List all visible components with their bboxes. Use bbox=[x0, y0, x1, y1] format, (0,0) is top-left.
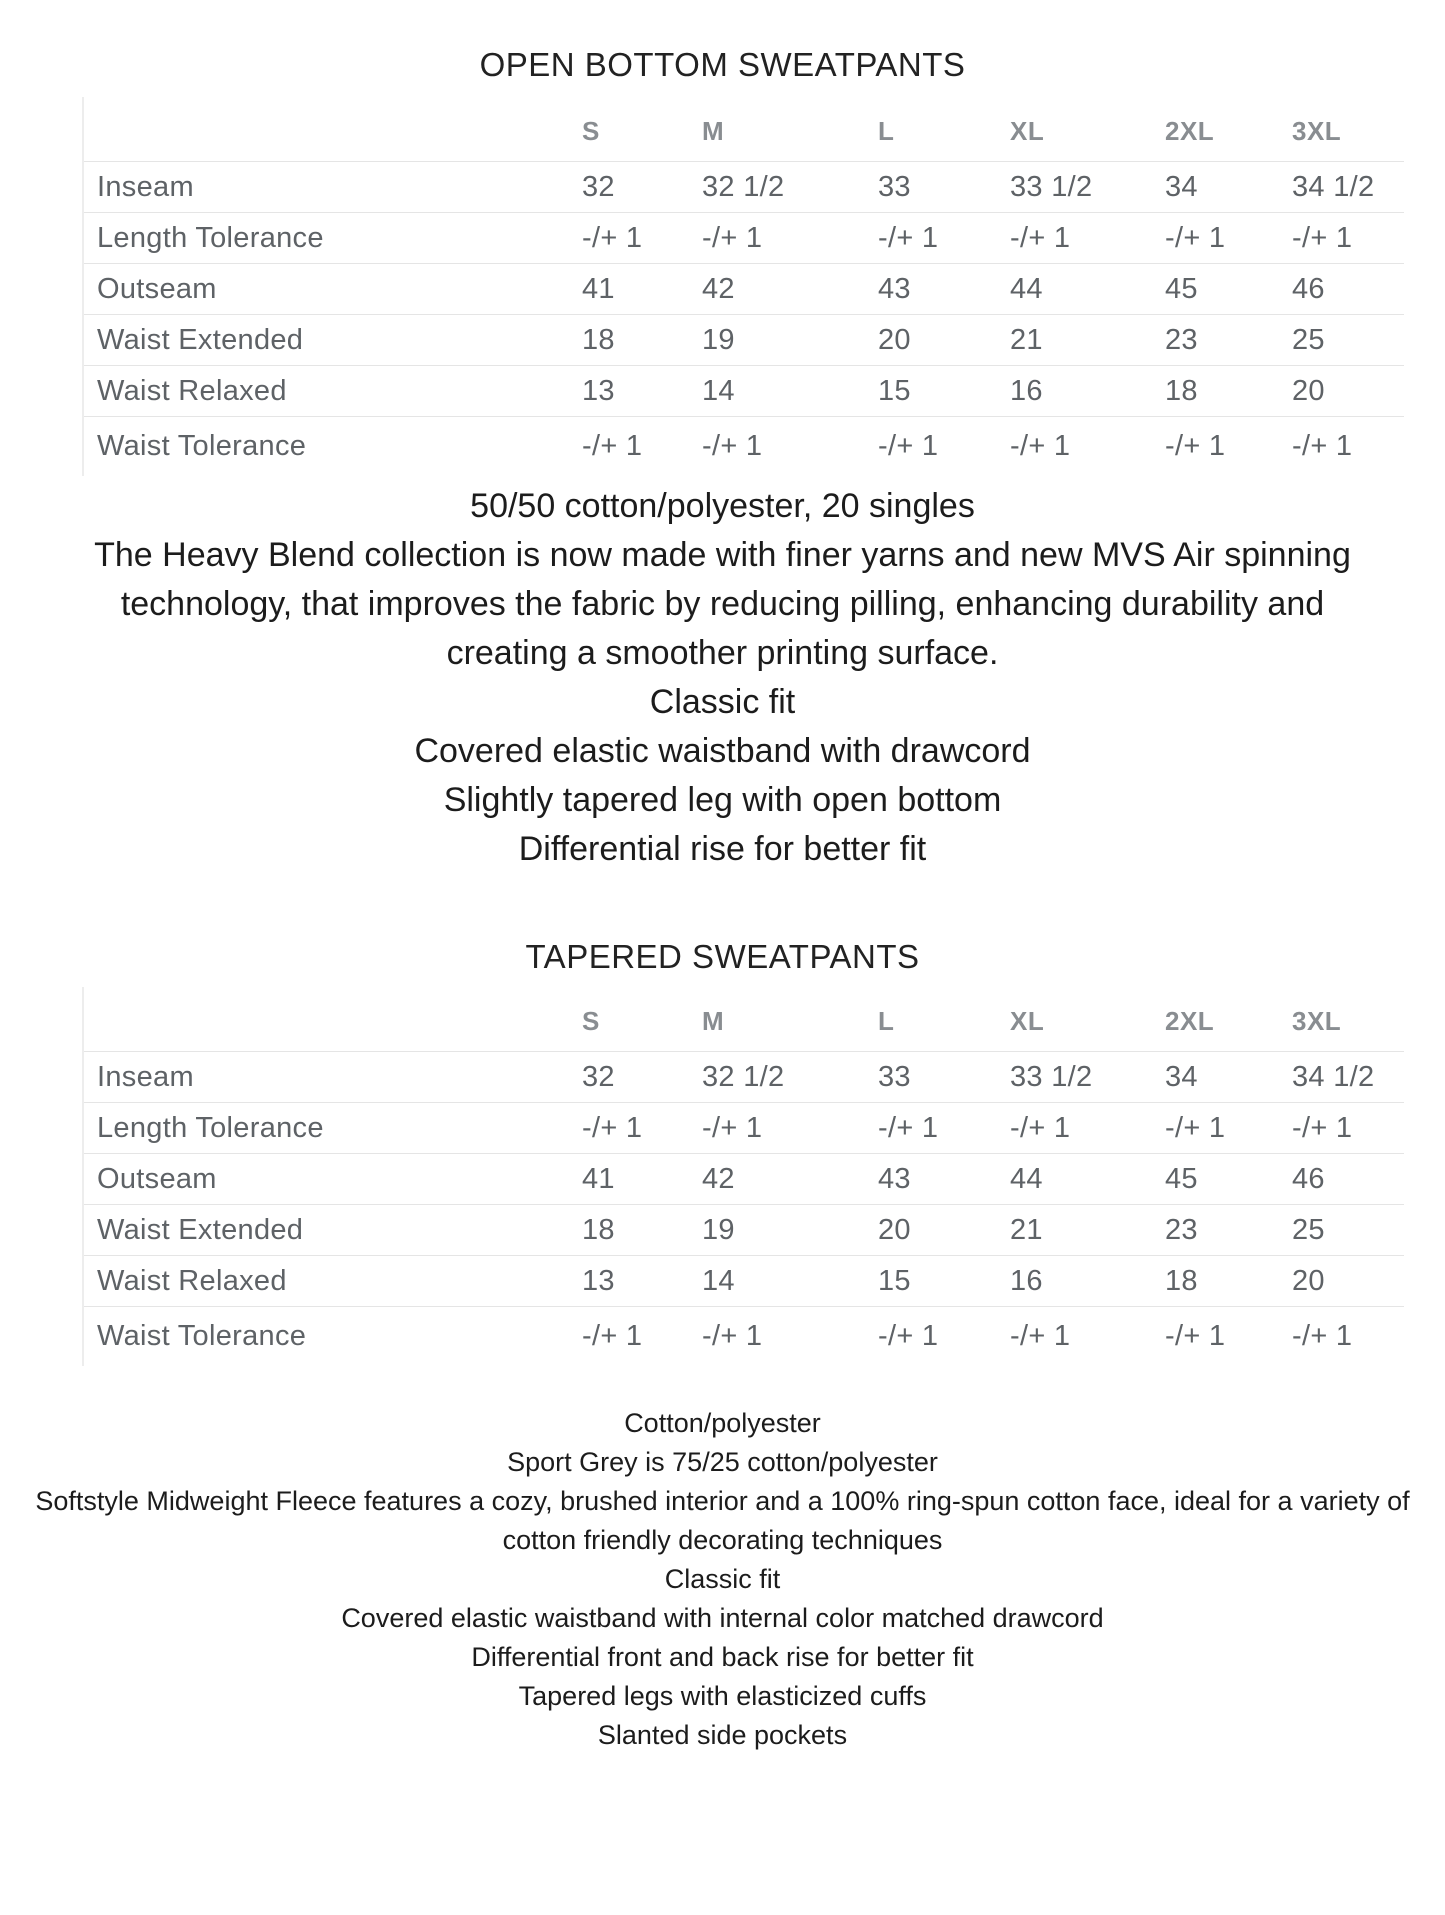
spec-value: 18 bbox=[1165, 374, 1198, 407]
spec-row bbox=[84, 315, 1404, 366]
spec-row bbox=[84, 213, 1404, 264]
spec-value: 42 bbox=[702, 1162, 735, 1195]
spec-value: 45 bbox=[1165, 272, 1198, 305]
spec-value: -/+ 1 bbox=[1010, 1320, 1071, 1352]
description-line: Slanted side pockets bbox=[597, 1720, 848, 1750]
spec-value: -/+ 1 bbox=[1292, 430, 1353, 462]
spec-value: 44 bbox=[1010, 272, 1043, 305]
spec-value: -/+ 1 bbox=[1010, 221, 1071, 254]
spec-row bbox=[84, 162, 1404, 213]
size-column-header: 3XL bbox=[1292, 1006, 1342, 1036]
spec-value: 34 1/2 bbox=[1292, 170, 1375, 203]
spec-value: 33 bbox=[878, 170, 911, 203]
spec-value: 34 bbox=[1165, 1060, 1198, 1093]
open-bottom-size-table bbox=[82, 97, 1404, 476]
spec-value: 21 bbox=[1010, 323, 1043, 356]
spec-value: -/+ 1 bbox=[1292, 1320, 1353, 1352]
description-line: Classic fit bbox=[664, 1564, 781, 1594]
spec-value: 19 bbox=[702, 1213, 735, 1246]
table-corner-cell bbox=[84, 987, 582, 1052]
spec-value: 20 bbox=[1292, 1264, 1325, 1297]
spec-value: -/+ 1 bbox=[1292, 221, 1353, 254]
spec-value: -/+ 1 bbox=[878, 1320, 939, 1352]
spec-value: -/+ 1 bbox=[1292, 1111, 1353, 1144]
spec-value: 18 bbox=[582, 1213, 615, 1246]
spec-value: 42 bbox=[702, 272, 735, 305]
spec-label: Waist Relaxed bbox=[97, 1264, 287, 1297]
spec-row bbox=[84, 1103, 1404, 1154]
spec-value: 44 bbox=[1010, 1162, 1043, 1195]
size-column-header: XL bbox=[1010, 1006, 1045, 1036]
description-line: Differential front and back rise for better fit bbox=[471, 1642, 974, 1672]
size-column-header: M bbox=[702, 1006, 725, 1036]
spec-row bbox=[84, 1307, 1404, 1367]
spec-label: Length Tolerance bbox=[97, 1111, 324, 1144]
tapered-table-body bbox=[84, 1052, 1404, 1367]
spec-value: 23 bbox=[1165, 1213, 1198, 1246]
spec-value: -/+ 1 bbox=[1165, 1320, 1226, 1352]
spec-value: 18 bbox=[582, 323, 615, 356]
size-column-header: L bbox=[878, 1006, 895, 1036]
spec-value: 41 bbox=[582, 1162, 615, 1195]
spec-value: -/+ 1 bbox=[582, 430, 643, 462]
spec-value: 34 bbox=[1165, 170, 1198, 203]
spec-value: -/+ 1 bbox=[1165, 1111, 1226, 1144]
spec-value: 33 1/2 bbox=[1010, 1060, 1093, 1093]
spec-value: 20 bbox=[878, 1213, 911, 1246]
spec-row bbox=[84, 1205, 1404, 1256]
size-column-header: 2XL bbox=[1165, 1006, 1215, 1036]
description-line: Differential rise for better fit bbox=[518, 830, 927, 868]
spec-label: Outseam bbox=[97, 272, 217, 305]
spec-value: -/+ 1 bbox=[582, 1111, 643, 1144]
description-line: Sport Grey is 75/25 cotton/polyester bbox=[507, 1447, 938, 1477]
spec-value: -/+ 1 bbox=[1165, 221, 1226, 254]
spec-row bbox=[84, 1256, 1404, 1307]
spec-value: 41 bbox=[582, 272, 615, 305]
spec-row bbox=[84, 1052, 1404, 1103]
description-line: 50/50 cotton/polyester, 20 singles bbox=[470, 487, 975, 525]
size-column-header: S bbox=[582, 116, 600, 146]
spec-value: 16 bbox=[1010, 1264, 1043, 1297]
description-line: Covered elastic waistband with drawcord bbox=[414, 732, 1031, 770]
size-header-row bbox=[84, 97, 1404, 162]
spec-value: 46 bbox=[1292, 1162, 1325, 1195]
size-column-header: XL bbox=[1010, 116, 1045, 146]
spec-value: 43 bbox=[878, 1162, 911, 1195]
spec-value: 33 1/2 bbox=[1010, 170, 1093, 203]
size-column-header: 2XL bbox=[1165, 116, 1215, 146]
size-column-header: M bbox=[702, 116, 725, 146]
spec-row bbox=[84, 264, 1404, 315]
description-line: Classic fit bbox=[649, 683, 796, 721]
open-bottom-table-body bbox=[84, 162, 1404, 477]
spec-value: 13 bbox=[582, 1264, 615, 1297]
spec-value: 33 bbox=[878, 1060, 911, 1093]
spec-row bbox=[84, 366, 1404, 417]
description-line: Slightly tapered leg with open bottom bbox=[443, 781, 1002, 819]
open-bottom-description bbox=[58, 482, 1388, 874]
open-bottom-title: OPEN BOTTOM SWEATPANTS bbox=[479, 46, 966, 83]
spec-value: 15 bbox=[878, 1264, 911, 1297]
spec-label: Inseam bbox=[97, 170, 194, 203]
spec-label: Inseam bbox=[97, 1060, 194, 1093]
spec-value: -/+ 1 bbox=[582, 1320, 643, 1352]
spec-value: -/+ 1 bbox=[1010, 1111, 1071, 1144]
spec-label: Waist Tolerance bbox=[97, 430, 307, 462]
spec-row bbox=[84, 1154, 1404, 1205]
size-header-row bbox=[84, 987, 1404, 1052]
spec-value: 45 bbox=[1165, 1162, 1198, 1195]
spec-value: 23 bbox=[1165, 323, 1198, 356]
size-column-header: L bbox=[878, 116, 895, 146]
spec-label: Waist Extended bbox=[97, 323, 304, 356]
spec-value: 32 1/2 bbox=[702, 1060, 785, 1093]
spec-value: -/+ 1 bbox=[878, 221, 939, 254]
tapered-title: TAPERED SWEATPANTS bbox=[525, 938, 920, 975]
spec-value: 25 bbox=[1292, 323, 1325, 356]
spec-value: 32 bbox=[582, 170, 615, 203]
spec-value: 14 bbox=[702, 1264, 735, 1297]
spec-value: -/+ 1 bbox=[1165, 430, 1226, 462]
spec-value: 46 bbox=[1292, 272, 1325, 305]
spec-value: 43 bbox=[878, 272, 911, 305]
spec-label: Waist Extended bbox=[97, 1213, 304, 1246]
spec-value: 32 1/2 bbox=[702, 170, 785, 203]
spec-value: 18 bbox=[1165, 1264, 1198, 1297]
spec-value: -/+ 1 bbox=[702, 1320, 763, 1352]
description-line: Covered elastic waistband with internal color matched drawcord bbox=[341, 1603, 1104, 1633]
spec-label: Waist Tolerance bbox=[97, 1320, 307, 1352]
spec-value: 15 bbox=[878, 374, 911, 407]
spec-value: -/+ 1 bbox=[702, 1111, 763, 1144]
spec-label: Outseam bbox=[97, 1162, 217, 1195]
tapered-description bbox=[8, 1404, 1438, 1755]
size-column-header: S bbox=[582, 1006, 600, 1036]
size-column-header: 3XL bbox=[1292, 116, 1342, 146]
tapered-size-table bbox=[82, 987, 1404, 1366]
description-line: The Heavy Blend collection is now made with finer yarns and new MVS Air spinning technology, that improves the fabric by reducing pilling, enhancing durability and creating a smoother printing surface. bbox=[94, 536, 1351, 672]
spec-value: -/+ 1 bbox=[582, 221, 643, 254]
spec-value: 25 bbox=[1292, 1213, 1325, 1246]
spec-value: 20 bbox=[878, 323, 911, 356]
spec-value: -/+ 1 bbox=[878, 1111, 939, 1144]
table-corner-cell bbox=[84, 97, 582, 162]
spec-value: 13 bbox=[582, 374, 615, 407]
description-line: Cotton/polyester bbox=[624, 1408, 821, 1438]
description-line: Tapered legs with elasticized cuffs bbox=[518, 1681, 927, 1711]
spec-value: 19 bbox=[702, 323, 735, 356]
spec-label: Length Tolerance bbox=[97, 221, 324, 254]
spec-row bbox=[84, 417, 1404, 477]
spec-value: 16 bbox=[1010, 374, 1043, 407]
spec-value: -/+ 1 bbox=[1010, 430, 1071, 462]
spec-value: 14 bbox=[702, 374, 735, 407]
spec-value: -/+ 1 bbox=[702, 430, 763, 462]
spec-value: 21 bbox=[1010, 1213, 1043, 1246]
spec-value: -/+ 1 bbox=[878, 430, 939, 462]
spec-label: Waist Relaxed bbox=[97, 374, 287, 407]
spec-value: 34 1/2 bbox=[1292, 1060, 1375, 1093]
description-line: Softstyle Midweight Fleece features a cozy, brushed interior and a 100% ring-spun cotton face, ideal for a variety of cotton friendly decorating techniques bbox=[35, 1486, 1410, 1555]
spec-value: -/+ 1 bbox=[702, 221, 763, 254]
spec-value: 20 bbox=[1292, 374, 1325, 407]
spec-value: 32 bbox=[582, 1060, 615, 1093]
